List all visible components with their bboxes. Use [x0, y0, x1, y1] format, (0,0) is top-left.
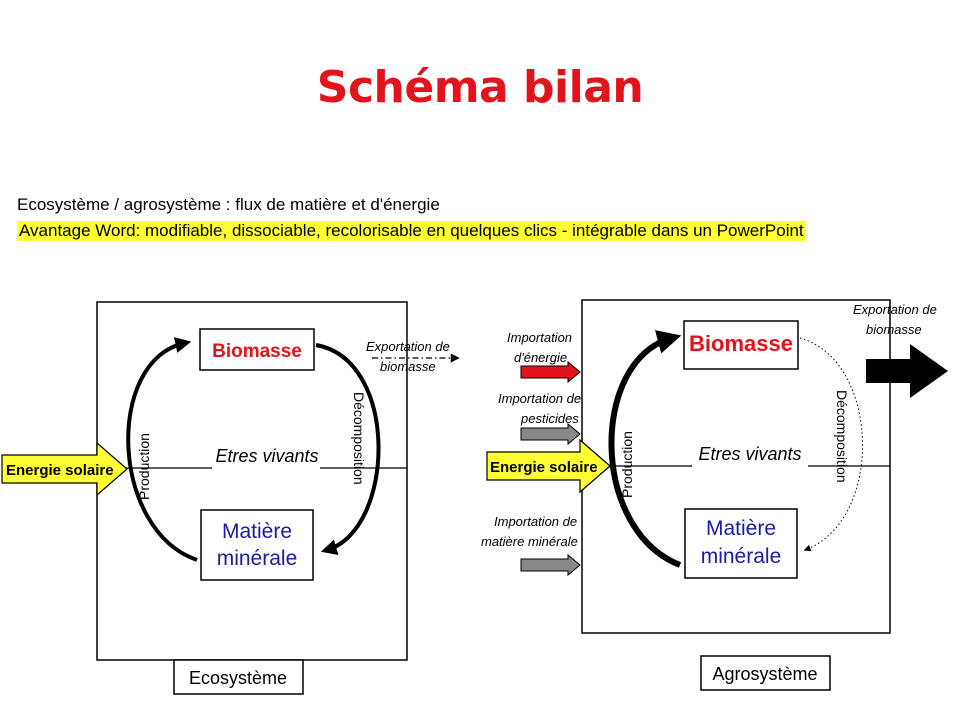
- agrosysteme-export-line2: biomasse: [866, 322, 922, 337]
- agrosysteme-import-pesticides-line1: Importation de: [498, 391, 582, 406]
- ecosysteme-matiere-line2: minérale: [216, 547, 298, 570]
- ecosysteme-decomposition-arrow: [316, 345, 379, 550]
- agrosysteme-production-label: Production: [619, 431, 635, 498]
- ecosysteme-diagram: [2, 302, 458, 694]
- agrosysteme-import-energie-line2: d'énergie: [514, 350, 568, 365]
- agrosysteme-import-energie-arrow: [521, 362, 580, 382]
- ecosysteme-decomposition-label: Décomposition: [351, 392, 367, 485]
- agrosysteme-solar-label: Energie solaire: [490, 459, 598, 476]
- agrosysteme-diagram: [481, 300, 948, 690]
- ecosysteme-etres-vivants: Etres vivants: [215, 446, 319, 466]
- agrosysteme-export-arrow: [866, 344, 948, 398]
- agrosysteme-matiere-line1: Matière: [705, 517, 777, 540]
- agrosysteme-label: Agrosystème: [712, 664, 818, 684]
- ecosysteme-biomasse-label: Biomasse: [212, 341, 302, 362]
- agrosysteme-decomposition-label: Décomposition: [834, 390, 850, 483]
- ecosysteme-export-line2: biomasse: [380, 359, 436, 374]
- agrosysteme-import-energie-line1: Importation: [507, 330, 573, 345]
- agrosysteme-import-pesticides-line2: pesticides: [521, 411, 579, 426]
- agrosysteme-import-matiere-line1: Importation de: [494, 514, 578, 529]
- agrosysteme-import-matiere-arrow: [521, 555, 580, 575]
- slide-title: Schéma bilan: [316, 62, 644, 113]
- ecosysteme-export-line1: Exportation de: [366, 339, 450, 354]
- highlight-note: Avantage Word: modifiable, dissociable, recolorisable en quelques clics - intégrable dans un PowerPoint: [19, 221, 804, 240]
- ecosysteme-production-label: Production: [136, 433, 152, 500]
- agrosysteme-export-line1: Exportation de: [853, 302, 937, 317]
- agrosysteme-import-matiere-line2: matière minérale: [481, 534, 578, 549]
- ecosysteme-label: Ecosystème: [188, 668, 288, 688]
- ecosysteme-solar-label: Energie solaire: [6, 462, 114, 479]
- agrosysteme-decomposition-arrow: [800, 338, 863, 550]
- slide-subtitle: Ecosystème / agrosystème : flux de matière et d'énergie: [17, 195, 440, 214]
- agrosysteme-import-pesticides-arrow: [521, 424, 580, 444]
- agrosysteme-matiere-line2: minérale: [700, 545, 782, 568]
- ecosysteme-matiere-line1: Matière: [221, 520, 293, 543]
- agrosysteme-biomasse-label: Biomasse: [689, 331, 793, 356]
- agrosysteme-etres-vivants: Etres vivants: [698, 444, 802, 464]
